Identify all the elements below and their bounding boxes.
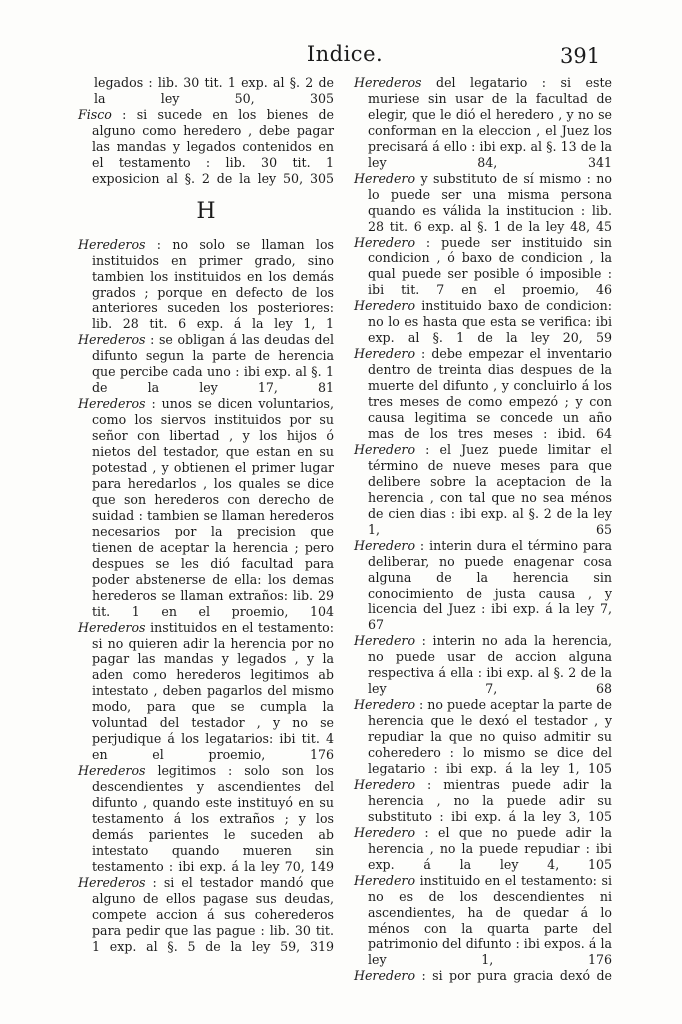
entry-headword: Fisco xyxy=(78,106,112,122)
index-entry xyxy=(354,825,612,873)
entry-text: del legatario : si este muriese sin usar de la facultad de elegir, que le dió el heredero , y no se conforman en la eleccion , el Juez los precisará á ello : ibi exp. al §. 13 de la ley 84, xyxy=(368,75,612,170)
entry-page-ref: 319 xyxy=(309,938,334,954)
entry-page-ref: 149 xyxy=(309,858,334,874)
entry-page-ref: 305 xyxy=(309,170,334,186)
entry-page-ref: 105 xyxy=(587,856,612,872)
entry-page-ref: 65 xyxy=(595,521,612,537)
entry-headword: Heredero xyxy=(354,968,416,984)
entry-headword: Heredero xyxy=(354,441,416,457)
entry-text: : se obligan á las deudas del difunto segun la parte de herencia que percibe cada uno : ibi exp. al §. 1 de la ley 17, xyxy=(92,332,334,396)
index-entry xyxy=(78,620,334,764)
entry-headword: Heredero xyxy=(354,170,416,186)
entry-headword: Heredero xyxy=(354,298,416,314)
entry-headword: Heredero xyxy=(354,697,416,713)
left-column xyxy=(78,75,334,955)
entry-text: legados : lib. 30 tit. 1 exp. al §. 2 de la ley 50, xyxy=(94,75,334,106)
entry-headword: Heredero xyxy=(354,234,416,250)
index-entry xyxy=(78,75,334,107)
entry-text: : mientras puede adir la herencia , no la puede adir su substituto : ibi exp. á la ley 3, xyxy=(368,776,612,824)
entry-text: : unos se dicen voluntarios, como los siervos instituidos por su señor con libertad , y los hijos ó nietos del testador, que estan en su potestad , y obtienen el primer lugar para heredarlos , los quales se dice que son herederos con derecho de suidad : tambien se llaman herederos necesarios por la precision que tienen de aceptar la herencia ; pero despues se les dió facultad para poder abstenerse de ella: los demas herederos se llaman extraños: lib. 29 tit. 1 en el proemio, xyxy=(92,396,334,619)
index-entry xyxy=(354,873,612,969)
entry-page-ref: 64 xyxy=(595,425,612,441)
entry-text: : no puede aceptar la parte de herencia que le dexó el testador , y repudiar la que no quiso admitir su coheredero : lo mismo se dice del legatario : ibi exp. á la ley 1, xyxy=(368,697,612,776)
entry-page-ref: 59 xyxy=(595,330,612,346)
entry-text: : interin dura el término para deliberar, no puede enagenar cosa alguna de la herencia sin conocimiento de justa causa , y licencia del Juez : ibi exp. á la ley 7, xyxy=(368,537,612,617)
entry-headword: Herederos xyxy=(78,236,146,252)
entry-page-ref: 1 xyxy=(325,316,334,332)
index-entry xyxy=(78,396,334,619)
entry-page-ref: 341 xyxy=(587,154,612,170)
entry-text: : debe empezar el inventario dentro de treinta dias despues de la muerte del difunto , y concluirlo á los tres meses de como empezó ; y con causa legitima se concede un año mas de los tres meses : ibid. xyxy=(368,346,612,441)
entry-text: : no solo se llaman los instituidos en primer grado, sino tambien los instituidos en los demás grados ; porque en defecto de los anteriores suceden los posteriores: lib. 28 tit. 6 exp. á la ley 1, xyxy=(92,236,334,332)
index-entry xyxy=(78,763,334,875)
entry-page-ref: 67 xyxy=(368,617,385,633)
entry-page-ref: 104 xyxy=(309,603,334,619)
entry-page-ref: 176 xyxy=(587,952,612,968)
entry-page-ref: 68 xyxy=(595,681,612,697)
entry-headword: Heredero xyxy=(354,346,416,362)
index-entry xyxy=(78,875,334,955)
index-entry xyxy=(354,633,612,697)
entry-page-ref: 176 xyxy=(309,747,334,763)
entry-headword: Herederos xyxy=(78,396,146,412)
entry-headword: Heredero xyxy=(354,633,416,649)
entry-text: : si por pura gracia dexó de xyxy=(415,968,612,984)
entry-headword: Herederos xyxy=(354,75,422,90)
entry-text: legitimos : solo son los descendientes y ascendientes del difunto , quando este instituyó en su testamento á los extraños ; y los demás parientes le suceden ab intestato quando mueren sin testamento : ibi exp. á la ley 70, xyxy=(92,763,334,874)
index-entry xyxy=(78,332,334,396)
section-letter: H xyxy=(196,198,216,224)
entry-headword: Heredero xyxy=(354,776,416,792)
index-entry xyxy=(78,107,334,187)
entry-text: : el Juez puede limitar el término de nueve meses para que delibere sobre la aceptacion de la herencia , con tal que no sea ménos de cien dias : ibi exp. al §. 2 de la ley 1, xyxy=(368,441,612,537)
entry-page-ref: 105 xyxy=(587,808,612,824)
entry-text: : el que no puede adir la herencia , no la puede repudiar : ibi exp. á la ley 4, xyxy=(368,824,612,872)
entry-text: instituido baxo de condicion: no lo es hasta que esta se verifica: ibi exp. al §. 1 de la ley 20, xyxy=(368,298,612,346)
entry-text: : si el testador mandó que alguno de ellos pagase sus deudas, compete accion á sus coherederos para pedir que las pague : lib. 30 tit. 1 exp. al §. 5 de la ley 59, xyxy=(92,874,334,954)
entry-page-ref: 46 xyxy=(595,282,612,298)
entry-page-ref: 81 xyxy=(317,380,334,396)
index-entry xyxy=(354,75,612,171)
page-number: 391 xyxy=(560,44,601,68)
entry-headword: Heredero xyxy=(354,537,416,553)
entry-page-ref: 105 xyxy=(587,760,612,776)
entry-text: y substituto de sí mismo : no lo puede ser una misma persona quando es válida la institucion : lib. 28 tit. 6 exp. al §. 1 de la ley 48, xyxy=(368,170,612,234)
index-entry xyxy=(354,442,612,538)
entry-headword: Herederos xyxy=(78,763,146,779)
index-entry xyxy=(354,697,612,777)
entry-headword: Herederos xyxy=(78,874,146,890)
entry-page-ref: 305 xyxy=(309,90,334,106)
entry-text: : si sucede en los bienes de alguno como heredero , debe pagar las mandas y legados contenidos en el testamento : lib. 30 tit. 1 exposicion al §. 2 de la ley 50, xyxy=(92,106,334,186)
entry-text: : puede ser instituido sin condicion , ó baxo de condicion , la qual puede ser posible ó imposible : ibi tit. 7 en el proemio, xyxy=(368,234,612,298)
page-title: Indice. xyxy=(306,42,384,66)
index-entry xyxy=(354,171,612,235)
entry-headword: Herederos xyxy=(78,332,146,348)
index-entry xyxy=(354,346,612,442)
index-entry xyxy=(354,968,612,984)
entry-text: : interin no ada la herencia, no puede usar de accion alguna respectiva á ella : ibi exp. al §. 2 de la ley 7, xyxy=(368,633,612,697)
index-entry xyxy=(354,777,612,825)
entry-headword: Herederos xyxy=(78,619,146,635)
right-column xyxy=(354,75,612,984)
index-entry xyxy=(354,235,612,299)
entry-headword: Heredero xyxy=(354,872,416,888)
entry-page-ref: 45 xyxy=(595,218,612,234)
index-entry xyxy=(354,538,612,634)
entry-text: instituidos en el testamento: si no quieren adir la herencia por no pagar las mandas y legados , y la aden como herederos legitimos ab intestato , deben pagarlos del mismo modo, para que se cumpla la voluntad del testador , y no se perjudique á los legatarios: ibi tit. 4 en el proemio, xyxy=(92,619,334,763)
index-entry xyxy=(78,237,334,333)
entry-text: instituido en el testamento: si no es de los descendientes ni ascendientes, ha de quedar á lo ménos con la quarta parte del patrimonio del difunto : ibi expos. á la ley 1, xyxy=(368,872,612,968)
index-entry xyxy=(354,298,612,346)
entry-headword: Heredero xyxy=(354,824,416,840)
